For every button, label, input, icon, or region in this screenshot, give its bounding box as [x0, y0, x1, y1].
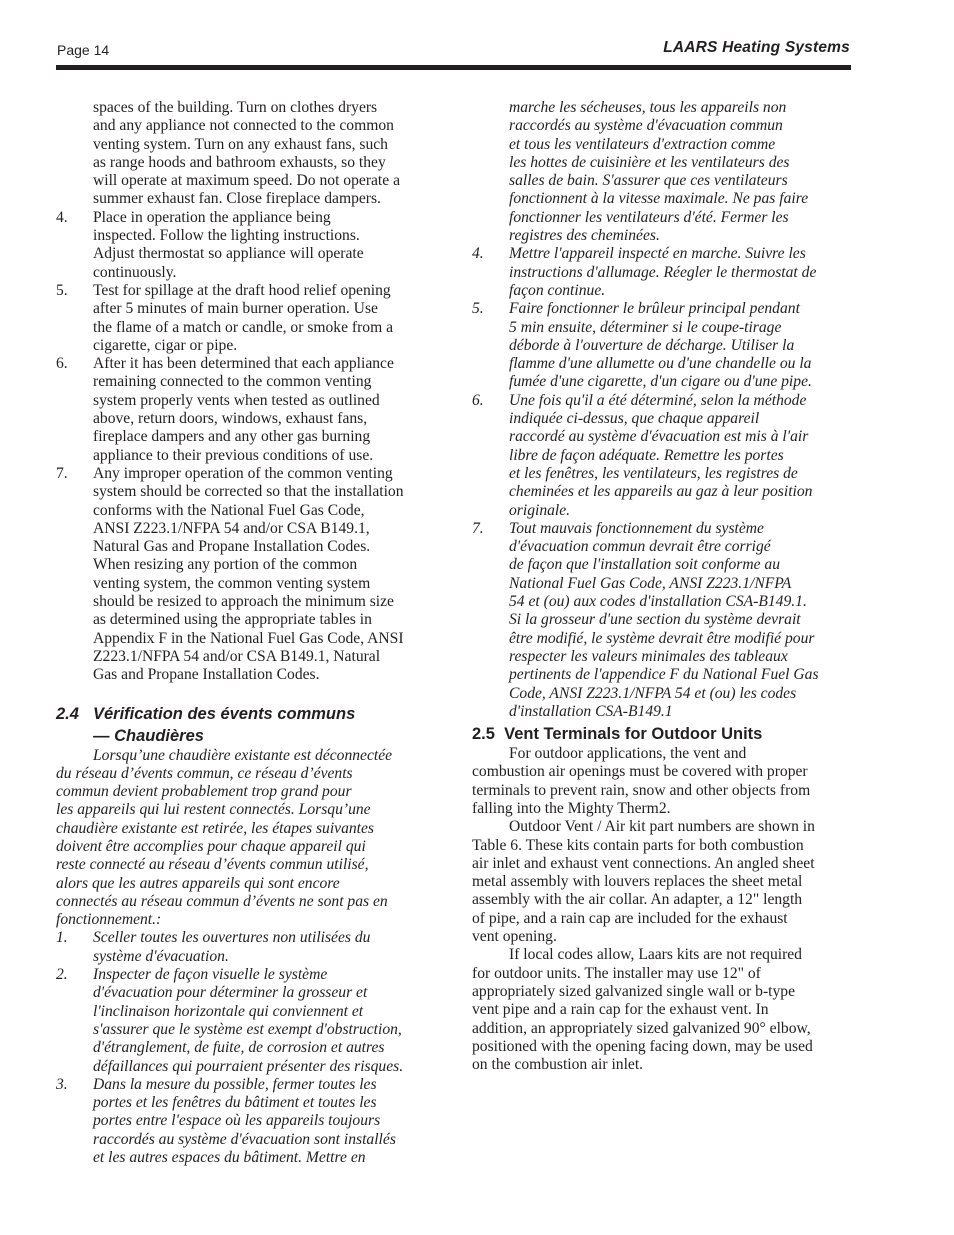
text-line: flamme d'une allumette ou d'une chandelle ou la	[509, 355, 812, 373]
text-line: continuously.	[93, 263, 177, 281]
text-line: National Fuel Gas Code, ANSI Z223.1/NFPA	[509, 574, 792, 592]
text-line: venting system. Turn on any exhaust fans, such	[93, 135, 388, 153]
text-line: commun devient probablement trop grand pour	[56, 783, 352, 801]
text-line: du réseau d’évents commun, ce réseau d’évents	[56, 764, 353, 782]
brand-title: LAARS Heating Systems	[663, 39, 850, 56]
text-line: venting system, the common venting system	[93, 574, 371, 592]
text-line: and any appliance not connected to the common	[93, 117, 394, 135]
text-line: indiquée ci-dessus, que chaque appareil	[509, 410, 760, 428]
left-column	[56, 99, 440, 1167]
text-line: ANSI Z223.1/NFPA 54 and/or CSA B149.1,	[93, 519, 370, 537]
text-line: assembly with the air collar. An adapter, a 12" length	[472, 891, 803, 909]
list-item-4	[56, 209, 440, 282]
text-line: pertinents de l'appendice F du National Fuel Gas	[509, 666, 819, 684]
text-line: inspected. Follow the lighting instructions.	[93, 227, 360, 245]
paragraph-2	[472, 818, 854, 946]
item-number: 2.	[56, 966, 68, 984]
text-line: et tous les ventilateurs d'extraction comme	[509, 135, 776, 153]
text-line: after 5 minutes of main burner operation. Use	[93, 300, 378, 318]
text-line: fumée d'une cigarette, d'un cigare ou d'une pipe.	[509, 373, 812, 391]
text-line: terminals to prevent rain, snow and other objects from	[472, 781, 811, 799]
text-line: Code, ANSI Z223.1/NFPA 54 et (ou) les codes	[509, 684, 797, 702]
text-line: of pipe, and a rain cap are included for the exhaust	[472, 909, 788, 927]
section-number: 2.4	[56, 704, 79, 723]
paragraph-1	[472, 745, 854, 818]
english-continuation	[56, 99, 440, 209]
item-number: 7.	[56, 464, 68, 482]
text-line: instructions d'allumage. Réegler le thermostat de	[509, 263, 817, 281]
text-line: l'inclinaison horizontale qui conviennent et	[93, 1002, 364, 1020]
section-heading-2-4	[56, 703, 440, 747]
text-line: Place in operation the appliance being	[93, 208, 331, 226]
text-line: Mettre l'appareil inspecté en marche. Suivre les	[509, 245, 806, 263]
text-line: et les autres espaces du bâtiment. Mettre en	[93, 1149, 366, 1167]
text-line: Natural Gas and Propane Installation Codes.	[93, 538, 371, 556]
item-number: 3.	[56, 1075, 68, 1093]
text-line: remaining connected to the common venting	[93, 373, 372, 391]
item-number: 7.	[472, 519, 484, 537]
item-number: 1.	[56, 929, 68, 947]
text-line: libre de façon adéquate. Remettre les portes	[509, 446, 784, 464]
text-line: fonctionnent à la vitesse maximale. Ne pas faire	[509, 190, 809, 208]
list-item-7	[56, 465, 440, 685]
text-line: les appareils qui lui restent connectés. Lorsqu’une	[56, 801, 371, 819]
text-line: combustion air openings must be covered with proper	[472, 763, 808, 781]
section-title: Vérification des évents communs	[93, 704, 356, 723]
text-line: façon continue.	[509, 281, 606, 299]
text-line: alors que les autres appareils qui sont encore	[56, 874, 340, 892]
text-line: connectés au réseau commun d’évents ne sont pas en	[56, 892, 388, 910]
page-number: Page 14	[57, 42, 110, 58]
french-item-6	[472, 392, 854, 520]
text-line: système d'évacuation.	[93, 947, 229, 965]
text-line: Sceller toutes les ouvertures non utilisées du	[93, 929, 371, 947]
text-line: raccordés au système d'évacuation sont installés	[93, 1130, 396, 1148]
text-line: fireplace dampers and any other gas burning	[93, 428, 371, 446]
text-line: être modifié, le système devrait être modifié pour	[509, 629, 815, 647]
text-line: Si la grosseur d'une section du système devrait	[509, 611, 801, 629]
item-number: 4.	[56, 208, 68, 226]
text-line: de façon que l'installation soit conforme au	[509, 556, 781, 574]
item-number: 5.	[472, 300, 484, 318]
text-line: system properly vents when tested as outlined	[93, 391, 380, 409]
text-line: metal assembly with louvers replaces the sheet metal	[472, 873, 803, 891]
text-line: Gas and Propane Installation Codes.	[93, 666, 320, 684]
text-line: Tout mauvais fonctionnement du système	[509, 519, 764, 537]
text-line: should be resized to approach the minimum size	[93, 593, 394, 611]
text-line: above, return doors, windows, exhaust fans,	[93, 410, 368, 428]
french-intro	[56, 747, 440, 930]
text-line: Dans la mesure du possible, fermer toutes les	[93, 1075, 377, 1093]
french-item-5	[472, 300, 854, 391]
text-line: vent pipe and a rain cap for the exhaust vent. In	[472, 1001, 769, 1019]
text-line: Faire fonctionner le brûleur principal pendant	[509, 300, 800, 318]
text-line: After it has been determined that each appliance	[93, 355, 394, 373]
text-line: cigarette, cigar or pipe.	[93, 336, 238, 354]
text-line: salles de bain. S'assurer que ces ventilateurs	[509, 172, 788, 190]
text-line: appropriately sized galvanized single wall or b-type	[472, 982, 796, 1000]
text-line: raccordé au système d'évacuation est mis à l'air	[509, 428, 809, 446]
text-line: air inlet and exhaust vent connections. An angled sheet	[472, 854, 815, 872]
paragraph-3	[472, 946, 854, 1074]
text-line: et les fenêtres, les ventilateurs, les registres de	[509, 464, 798, 482]
text-line: d'installation CSA-B149.1	[509, 702, 673, 720]
french-item-3-continued	[472, 99, 854, 245]
text-line: 54 et (ou) aux codes d'installation CSA-B149.1.	[509, 593, 807, 611]
french-item-7	[472, 520, 854, 721]
text-line: d'étranglement, de fuite, de corrosion et autres	[93, 1039, 385, 1057]
text-line: If local codes allow, Laars kits are not required	[509, 946, 802, 964]
text-line: Test for spillage at the draft hood relief opening	[93, 281, 391, 299]
text-line: vent opening.	[472, 928, 557, 946]
text-line: 5 min ensuite, déterminer si le coupe-tirage	[509, 318, 782, 336]
text-line: s'assurer que le système est exempt d'obstruction,	[93, 1020, 402, 1038]
text-line: Z223.1/NFPA 54 and/or CSA B149.1, Natural	[93, 647, 381, 665]
text-line: as range hoods and bathroom exhausts, so they	[93, 153, 386, 171]
text-line: chaudière existante est retirée, les étapes suivantes	[56, 819, 374, 837]
list-item-6	[56, 355, 440, 465]
text-line: the flame of a match or candle, or smoke from a	[93, 318, 394, 336]
text-line: Inspecter de façon visuelle le système	[93, 966, 328, 984]
text-line: fonctionner les ventilateurs d'été. Fermer les	[509, 208, 789, 226]
item-number: 6.	[472, 391, 484, 409]
text-line: déborde à l'ouverture de décharge. Utiliser la	[509, 336, 795, 354]
text-line: appliance to their previous conditions of use.	[93, 446, 374, 464]
list-item-5	[56, 282, 440, 355]
item-number: 4.	[472, 245, 484, 263]
text-line: Adjust thermostat so appliance will operate	[93, 245, 364, 263]
text-line: Any improper operation of the common venting	[93, 464, 393, 482]
text-line: doivent être accomplies pour chaque appareil qui	[56, 837, 366, 855]
item-number: 6.	[56, 355, 68, 373]
text-line: When resizing any portion of the common	[93, 556, 358, 574]
text-line: Table 6. These kits contain parts for both combustion	[472, 836, 804, 854]
french-item-4	[472, 245, 854, 300]
text-line: d'évacuation pour déterminer la grosseur et	[93, 984, 368, 1002]
text-line: will operate at maximum speed. Do not operate a	[93, 172, 401, 190]
text-line: les hottes de cuisinière et les ventilateurs des	[509, 153, 790, 171]
text-line: summer exhaust fan. Close fireplace dampers.	[93, 190, 381, 208]
text-line: addition, an appropriately sized galvanized 90° elbow,	[472, 1019, 811, 1037]
text-line: Appendix F in the National Fuel Gas Code, ANSI	[93, 629, 404, 647]
text-line: défaillances qui pourraient présenter des risques.	[93, 1057, 404, 1075]
item-number: 5.	[56, 281, 68, 299]
text-line: as determined using the appropriate tables in	[93, 611, 372, 629]
text-line: portes entre l'espace où les appareils toujours	[93, 1112, 381, 1130]
text-line: respecter les valeurs minimales des tableaux	[509, 647, 788, 665]
section-title: Vent Terminals for Outdoor Units	[504, 725, 763, 744]
text-line: system should be corrected so that the installation	[93, 483, 404, 501]
text-line: Outdoor Vent / Air kit part numbers are shown in	[509, 818, 815, 836]
header-rule	[56, 65, 851, 70]
section-number: 2.5	[472, 725, 495, 744]
text-line: registres des cheminées.	[509, 227, 660, 245]
text-line: portes et les fenêtres du bâtiment et toutes les	[93, 1094, 377, 1112]
section-title-cont: — Chaudières	[93, 726, 204, 745]
text-line: positioned with the opening facing down, may be used	[472, 1037, 813, 1055]
french-item-2	[56, 966, 440, 1076]
text-line: on the combustion air inlet.	[472, 1056, 644, 1074]
text-line: cheminées et les appareils au gaz à leur position	[509, 483, 813, 501]
text-line: Lorsqu’une chaudière existante est déconnectée	[93, 746, 393, 764]
text-line: originale.	[509, 501, 571, 519]
french-item-1	[56, 929, 440, 966]
text-line: spaces of the building. Turn on clothes dryers	[93, 99, 378, 116]
text-line: marche les sécheuses, tous les appareils non	[509, 99, 787, 116]
text-line: fonctionnement.:	[56, 911, 162, 929]
text-line: raccordés au système d'évacuation commun	[509, 117, 783, 135]
text-line: for outdoor units. The installer may use 12" of	[472, 964, 761, 982]
text-line: Une fois qu'il a été déterminé, selon la méthode	[509, 391, 807, 409]
text-line: For outdoor applications, the vent and	[509, 745, 747, 763]
text-line: reste connecté au réseau d’évents commun utilisé,	[56, 856, 369, 874]
french-item-3	[56, 1076, 440, 1167]
section-heading-2-5	[472, 723, 854, 745]
text-line: falling into the Mighty Therm2.	[472, 799, 671, 817]
right-column	[472, 99, 854, 1074]
text-line: conforms with the National Fuel Gas Code,	[93, 501, 365, 519]
text-line: d'évacuation commun devrait être corrigé	[509, 538, 771, 556]
